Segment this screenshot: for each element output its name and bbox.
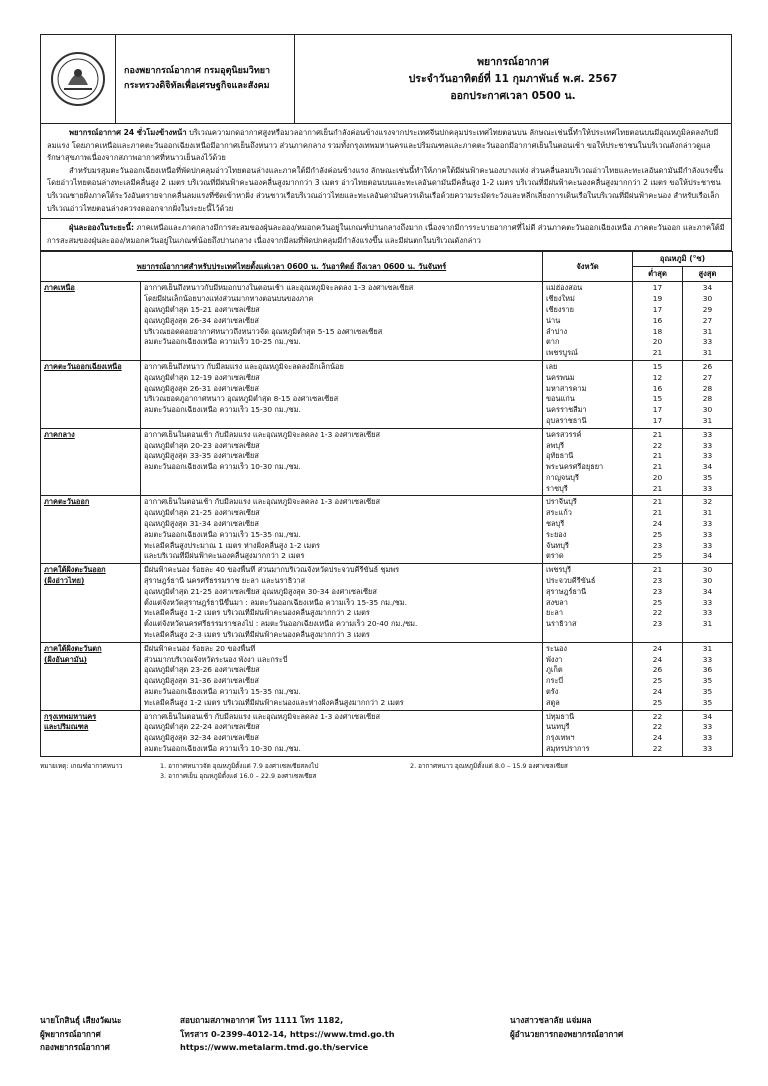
forecast-line: สุราษฎร์ธานี นครศรีธรรมราช ยะลา และนราธิวาส xyxy=(144,576,306,586)
min-temp: 25 xyxy=(652,529,663,539)
province-name: ชลบุรี xyxy=(546,519,565,529)
forecast-line: อุณหภูมิต่ำสุด 23-26 องศาเซลเซียส xyxy=(144,665,260,675)
province-name: สุราษฎร์ธานี xyxy=(546,586,587,596)
province-name: ราชบุรี xyxy=(546,483,568,493)
region-name-cell xyxy=(41,428,141,496)
contact-phone: สอบถามสภาพอากาศ โทร 1111 โทร 1182, xyxy=(180,1015,344,1025)
forecaster-name: นายโกสินธุ์ เสียงวัฒนะ xyxy=(40,1015,122,1025)
min-temp-cell xyxy=(633,564,683,643)
min-temp: 17 xyxy=(652,405,663,415)
province-name: อุทัยธานี xyxy=(546,451,574,461)
min-temp: 23 xyxy=(652,576,663,586)
min-temp-header: ต่ำสุด xyxy=(633,267,683,282)
max-temp: 33 xyxy=(702,483,713,493)
province-name: นนทบุรี xyxy=(546,722,570,732)
min-temp: 22 xyxy=(652,608,663,618)
director-title: ผู้อำนวยการกองพยากรณ์อากาศ xyxy=(510,1028,624,1039)
min-temp: 22 xyxy=(652,722,663,732)
min-temp: 20 xyxy=(652,337,663,347)
max-temp: 33 xyxy=(702,540,713,550)
region-forecast-cell xyxy=(141,496,543,564)
dust-para xyxy=(47,222,725,247)
province-name: นครราชสีมา xyxy=(546,405,587,415)
forecast-line: อากาศเย็นในตอนเช้า กับมีลมแรง และอุณหภูมิจะลดลง 1-3 องศาเซลเซียส xyxy=(144,429,380,439)
province-name: นครพนม xyxy=(546,372,575,382)
tmd-logo xyxy=(41,35,116,123)
province-name: ตาก xyxy=(546,337,560,347)
forecaster-title: ผู้พยากรณ์อากาศ xyxy=(40,1028,101,1039)
max-temp: 35 xyxy=(702,472,713,482)
director-block xyxy=(510,1014,623,1055)
province-name: ประจวบคีรีขันธ์ xyxy=(546,576,596,586)
max-temp: 31 xyxy=(702,643,713,653)
min-temp: 25 xyxy=(652,551,663,561)
region-name: ภาคใต้ฝั่งตะวันตก xyxy=(44,643,102,653)
max-temp: 34 xyxy=(702,462,713,472)
region-forecast-cell xyxy=(141,710,543,756)
max-temp: 33 xyxy=(702,440,713,450)
max-temp: 29 xyxy=(702,304,713,314)
min-temp: 15 xyxy=(652,394,663,404)
summary-para-2: สำหรับมรสุมตะวันออกเฉียงเหนือที่พัดปกคลุมอ่าวไทยตอนล่างและภาคใต้มีกำลังค่อนข้างแรง ลักษณะเช่นนี้ทำให้ภาคใต้มีฝนฟ้าคะนองบางแห่ง ส่วนคลื่นลมบริเวณอ่าวไทยและทะเลอันดามันมีกำลังแรงขึ้น โดยอ่าวไทยตอนล่างทะเลมีคลื่นสูง 2 เมตร บริเวณที่มีฝนฟ้าคะนองคลื่นสูงมากกว่า 3 เมตร อ่าวไทยตอนบนและทะเลอันดามันมีคลื่นสูง 1-2 เมตร บริเวณที่มีฝนฟ้าคะนองคลื่นสูงมากกว่า 2 เมตร ขอให้ประชาชนบริเวณชายฝั่งภาคใต้ระวังอันตรายจากคลื่นลมแรงที่ซัดเข้าหาฝั่ง ส่วนชาวเรือบริเวณอ่าวไทยและทะเลอันดามันควรเดินเรือด้วยความระมัดระวังและหลีกเลี่ยงการเดินเรือในบริเวณที่มีฝนฟ้าคะนอง สำหรับเรือเล็กบริเวณอ่าวไทยตอนล่างควรงดออกจากฝั่งในระยะนี้ไว้ด้วย xyxy=(47,165,724,213)
forecast-line: อุณหภูมิสูงสุด 26-31 องศาเซลเซียส xyxy=(144,383,259,393)
min-temp: 22 xyxy=(652,711,663,721)
forecast-line: ลมตะวันออกเฉียงเหนือ ความเร็ว 10-25 กม./ชม. xyxy=(144,337,301,347)
max-temp: 33 xyxy=(702,733,713,743)
forecast-line: อุณหภูมิสูงสุด 31-36 องศาเซลเซียส xyxy=(144,676,259,686)
forecast-line: อุณหภูมิสูงสุด 33-35 องศาเซลเซียส xyxy=(144,451,259,461)
province-name: อุบลราชธานี xyxy=(546,415,587,425)
forecast-line: อุณหภูมิสูงสุด 32-34 องศาเซลเซียส xyxy=(144,733,259,743)
max-temp: 33 xyxy=(702,597,713,607)
forecast-line: อุณหภูมิต่ำสุด 21-25 องศาเซลเซียส xyxy=(144,508,260,518)
org-line-2: กระทรวงดิจิทัลเพื่อเศรษฐกิจและสังคม xyxy=(124,81,270,91)
min-temp: 25 xyxy=(652,676,663,686)
region-name: ภาคกลาง xyxy=(44,429,75,439)
max-temp: 33 xyxy=(702,451,713,461)
forecast-line: บริเวณยอดดอยอากาศหนาวถึงหนาวจัด อุณหภูมิต่ำสุด 5-15 องศาเซลเซียส xyxy=(144,326,383,336)
forecast-line: ลมตะวันออกเฉียงเหนือ ความเร็ว 15-30 กม./ชม. xyxy=(144,405,301,415)
forecast-line: ลมตะวันออกเฉียงเหนือ ความเร็ว 15-35 กม./ชม. xyxy=(144,529,301,539)
forecast-line: ทะเลมีคลื่นสูงประมาณ 1 เมตร ห่างฝั่งคลื่นสูง 1-2 เมตร xyxy=(144,540,320,550)
temperature-header: อุณหภูมิ (°ซ) xyxy=(633,252,733,267)
regions-body xyxy=(41,282,733,756)
min-temp: 23 xyxy=(652,619,663,629)
forecast-line: อุณหภูมิต่ำสุด 22-24 องศาเซลเซียส xyxy=(144,722,260,732)
region-forecast-cell xyxy=(141,282,543,361)
max-temp: 33 xyxy=(702,519,713,529)
province-cell xyxy=(543,642,633,710)
max-temp: 33 xyxy=(702,744,713,754)
forecast-line: อุณหภูมิสูงสุด 31-34 องศาเซลเซียส xyxy=(144,519,259,529)
document-title: พยากรณ์อากาศ xyxy=(477,55,549,68)
region-forecast-cell xyxy=(141,564,543,643)
region-name: ภาคเหนือ xyxy=(44,283,75,293)
note-2: 2. อากาศหนาว อุณหภูมิตั้งแต่ 8.0 – 15.9 องศาเซลเซียส xyxy=(410,761,568,770)
min-temp: 17 xyxy=(652,283,663,293)
max-temp-cell xyxy=(683,360,733,428)
province-name: สตูล xyxy=(546,697,560,707)
min-temp: 17 xyxy=(652,415,663,425)
province-name: เพชรบูรณ์ xyxy=(546,348,578,358)
province-cell xyxy=(543,564,633,643)
forecast-line: อากาศเย็นในตอนเช้า กับมีลมแรง และอุณหภูมิจะลดลง 1-3 องศาเซลเซียส xyxy=(144,497,380,507)
min-temp: 21 xyxy=(652,508,663,518)
min-temp: 21 xyxy=(652,497,663,507)
province-name: กระบี่ xyxy=(546,676,564,686)
min-temp: 22 xyxy=(652,744,663,754)
max-temp-cell xyxy=(683,428,733,496)
max-temp-cell xyxy=(683,564,733,643)
province-name: ตรัง xyxy=(546,687,559,697)
forecast-line: อุณหภูมิสูงสุด 26-34 องศาเซลเซียส xyxy=(144,315,259,325)
forecast-line: ทะเลมีคลื่นสูง 1-2 เมตร บริเวณที่มีฝนฟ้าคะนองคลื่นสูงมากกว่า 2 เมตร xyxy=(144,608,370,618)
min-temp: 24 xyxy=(652,643,663,653)
max-temp: 27 xyxy=(702,315,713,325)
region-row xyxy=(41,360,733,428)
min-temp: 21 xyxy=(652,451,663,461)
province-name: พระนครศรีอยุธยา xyxy=(546,462,604,472)
table-header-row xyxy=(41,252,733,267)
province-name: เลย xyxy=(546,361,558,371)
province-name: นครสวรรค์ xyxy=(546,429,582,439)
region-name: (ฝั่งอันดามัน) xyxy=(44,654,88,664)
summary-text-1: บริเวณความกดอากาศสูงหรือมวลอากาศเย็นกำลังค่อนข้างแรงจากประเทศจีนปกคลุมประเทศไทยตอนบน ลักษณะเช่นนี้ทำให้ประเทศไทยตอนบนมีอุณหภูมิลดลงกับมีลมแรง โดยภาคเหนือและภาคตะวันออกเฉียงเหนือมีอากาศเย็นถึงหนาว ส่วนภาคกลาง รวมทั้งกรุงเทพมหานครและปริมณฑลและภาคตะวันออกมีอากาศเย็นในตอนเช้า ขอให้ประชาชนในบริเวณดังกล่าวดูแลรักษาสุขภาพเนื่องจากสภาพอากาศที่หนาวเย็นลงไว้ด้วย xyxy=(47,128,719,163)
min-temp: 24 xyxy=(652,733,663,743)
min-temp-cell xyxy=(633,710,683,756)
contact-service-url[interactable]: https://www.metalarm.tmd.go.th/service xyxy=(180,1042,369,1052)
min-temp: 16 xyxy=(652,315,663,325)
max-temp: 34 xyxy=(702,283,713,293)
province-cell xyxy=(543,282,633,361)
notes-col-1 xyxy=(160,761,410,781)
forecaster-dept: กองพยากรณ์อากาศ xyxy=(40,1042,110,1052)
min-temp: 25 xyxy=(652,697,663,707)
forecast-line: โดยมีฝนเล็กน้อยบางแห่งส่วนมากทางตอนบนของภาค xyxy=(144,294,314,304)
max-temp: 27 xyxy=(702,372,713,382)
forecast-line: ลมตะวันออกเฉียงเหนือ ความเร็ว 10-30 กม./ชม. xyxy=(144,462,301,472)
province-name: ลพบุรี xyxy=(546,440,565,450)
province-cell xyxy=(543,496,633,564)
max-temp: 30 xyxy=(702,405,713,415)
region-name: ภาคใต้ฝั่งตะวันออก xyxy=(44,565,106,575)
max-temp: 31 xyxy=(702,348,713,358)
province-name: กรุงเทพฯ xyxy=(546,733,575,743)
dust-text: ภาคเหนือและภาคกลางมีการสะสมของฝุ่นละออง/หมอกควันอยู่ในเกณฑ์ปานกลางถึงมาก เนื่องจากมีการระบายอากาศที่ไม่ดี ส่วนภาคตะวันออกเฉียงเหนือ ภาคตะวันออก และภาคใต้มีการสะสมของฝุ่นละออง/หมอกควันอยู่ในเกณฑ์น้อยถึงปานกลาง เนื่องจากมีลมที่พัดปกคลุมมีกำลังแรงขึ้น และมีฝนตกในบริเวณดังกล่าว xyxy=(47,223,725,245)
max-temp: 33 xyxy=(702,337,713,347)
forecast-line: บริเวณยอดภูอากาศหนาว อุณหภูมิต่ำสุด 8-15 องศาเซลเซียส xyxy=(144,394,339,404)
forecast-line: อุณหภูมิต่ำสุด 20-23 องศาเซลเซียส xyxy=(144,440,260,450)
director-name: นางสาวชลาลัย แจ่มผล xyxy=(510,1015,592,1025)
max-temp-cell xyxy=(683,642,733,710)
min-temp: 24 xyxy=(652,687,663,697)
forecast-line: อากาศเย็นถึงหนาวกับมีหมอกบางในตอนเช้า และอุณหภูมิจะลดลง 1-3 องศาเซลเซียส xyxy=(144,283,414,293)
province-name: ยะลา xyxy=(546,608,563,618)
max-temp: 28 xyxy=(702,394,713,404)
min-temp: 23 xyxy=(652,586,663,596)
max-temp: 35 xyxy=(702,687,713,697)
forecast-line: อุณหภูมิต่ำสุด 21-25 องศาเซลเซียส อุณหภูมิสูงสุด 30-34 องศาเซลเซียส xyxy=(144,586,377,596)
max-temp: 33 xyxy=(702,608,713,618)
min-temp: 18 xyxy=(652,326,663,336)
forecast-line: อากาศเย็นในตอนเช้า กับมีลมแรง และอุณหภูมิจะลดลง 1-3 องศาเซลเซียส xyxy=(144,711,380,721)
max-temp: 33 xyxy=(702,654,713,664)
forecast-line: อุณหภูมิต่ำสุด 12-19 องศาเซลเซียส xyxy=(144,372,260,382)
region-forecast-cell xyxy=(141,428,543,496)
min-temp: 12 xyxy=(652,372,663,382)
max-temp: 26 xyxy=(702,361,713,371)
max-temp: 33 xyxy=(702,529,713,539)
province-name: ลำปาง xyxy=(546,326,568,336)
summary-label: พยากรณ์อากาศ 24 ชั่วโมงข้างหน้า xyxy=(69,128,187,137)
province-name: สระแก้ว xyxy=(546,508,572,518)
region-row xyxy=(41,710,733,756)
dust-section xyxy=(40,219,732,251)
min-temp: 21 xyxy=(652,429,663,439)
max-temp-cell xyxy=(683,496,733,564)
min-temp: 21 xyxy=(652,483,663,493)
max-temp: 30 xyxy=(702,565,713,575)
region-name-cell xyxy=(41,564,141,643)
forecast-line: มีฝนฟ้าคะนอง ร้อยละ 20 ของพื้นที่ xyxy=(144,643,256,653)
max-temp: 31 xyxy=(702,415,713,425)
region-name: กรุงเทพมหานคร xyxy=(44,711,97,721)
region-name-cell xyxy=(41,496,141,564)
province-name: ปทุมธานี xyxy=(546,711,575,721)
max-temp: 28 xyxy=(702,383,713,393)
min-temp-cell xyxy=(633,428,683,496)
min-temp-cell xyxy=(633,360,683,428)
forecast-table xyxy=(40,251,733,756)
max-temp: 30 xyxy=(702,294,713,304)
issue-time: ออกประกาศเวลา 0500 น. xyxy=(450,89,576,102)
province-name: นราธิวาส xyxy=(546,619,577,629)
province-cell xyxy=(543,428,633,496)
max-temp: 35 xyxy=(702,676,713,686)
notes-label: หมายเหตุ: เกณฑ์อากาศหนาว xyxy=(40,761,123,770)
forecast-document xyxy=(40,34,732,781)
max-temp: 34 xyxy=(702,551,713,561)
province-header: จังหวัด xyxy=(543,252,633,282)
province-name: ปราจีนบุรี xyxy=(546,497,577,507)
min-temp: 20 xyxy=(652,472,663,482)
region-name-cell xyxy=(41,642,141,710)
max-temp-cell xyxy=(683,282,733,361)
province-name: น่าน xyxy=(546,315,561,325)
region-name: และปริมณฑล xyxy=(44,722,89,732)
table-heading: พยากรณ์อากาศสำหรับประเทศไทยตั้งแต่เวลา 0600 น. วันอาทิตย์ ถึงเวลา 0600 น. วันจันทร์ xyxy=(41,252,543,282)
max-temp: 31 xyxy=(702,326,713,336)
min-temp: 19 xyxy=(652,294,663,304)
max-temp: 33 xyxy=(702,429,713,439)
document-date: ประจำวันอาทิตย์ที่ 11 กุมภาพันธ์ พ.ศ. 2567 xyxy=(408,72,618,85)
province-name: แม่ฮ่องสอน xyxy=(546,283,583,293)
summary-para-1 xyxy=(47,127,725,165)
region-row xyxy=(41,642,733,710)
region-forecast-cell xyxy=(141,642,543,710)
forecaster-block xyxy=(40,1014,180,1055)
notes xyxy=(40,761,732,781)
min-temp: 25 xyxy=(652,597,663,607)
forecast-line: ลมตะวันออกเฉียงเหนือ ความเร็ว 10-30 กม./ชม. xyxy=(144,744,301,754)
min-temp: 21 xyxy=(652,462,663,472)
min-temp: 24 xyxy=(652,654,663,664)
forecast-line: มีฝนฟ้าคะนอง ร้อยละ 40 ของพื้นที่ ส่วนมากบริเวณจังหวัดประจวบคีรีขันธ์ ชุมพร xyxy=(144,565,400,575)
forecast-line: อุณหภูมิต่ำสุด 15-21 องศาเซลเซียส xyxy=(144,304,260,314)
province-cell xyxy=(543,360,633,428)
region-row xyxy=(41,496,733,564)
min-temp: 24 xyxy=(652,519,663,529)
province-name: ตราด xyxy=(546,551,564,561)
province-name: มหาสารคาม xyxy=(546,383,587,393)
max-temp: 30 xyxy=(702,576,713,586)
min-temp: 23 xyxy=(652,540,663,550)
province-name: พังงา xyxy=(546,654,563,664)
region-row xyxy=(41,428,733,496)
contact-block xyxy=(180,1014,510,1055)
forecast-line: ทะเลมีคลื่นสูง 2-3 เมตร บริเวณที่มีฝนฟ้าคะนองคลื่นสูงมากกว่า 3 เมตร xyxy=(144,630,370,640)
province-cell xyxy=(543,710,633,756)
summary-section xyxy=(40,124,732,219)
region-row xyxy=(41,564,733,643)
region-name-cell xyxy=(41,360,141,428)
province-name: ภูเก็ต xyxy=(546,665,563,675)
region-name: (ฝั่งอ่าวไทย) xyxy=(44,576,85,586)
province-name: เชียงราย xyxy=(546,304,574,314)
forecast-line: และบริเวณที่มีฝนฟ้าคะนองคลื่นสูงมากกว่า 2 เมตร xyxy=(144,551,305,561)
min-temp: 15 xyxy=(652,361,663,371)
province-name: จันทบุรี xyxy=(546,540,569,550)
region-row xyxy=(41,282,733,361)
note-1: 1. อากาศหนาวจัด อุณหภูมิตั้งแต่ 7.9 องศาเซลเซียสลงไป xyxy=(160,761,319,770)
max-temp: 33 xyxy=(702,722,713,732)
min-temp-cell xyxy=(633,496,683,564)
max-temp-header: สูงสุด xyxy=(683,267,733,282)
document-title-block xyxy=(295,35,731,123)
note-3: 3. อากาศเย็น อุณหภูมิตั้งแต่ 16.0 – 22.9 องศาเซลเซียส xyxy=(160,771,317,780)
forecast-line: ตั้งแต่จังหวัดสุราษฎร์ธานีขึ้นมา : ลมตะวันออกเฉียงเหนือ ความเร็ว 15-35 กม./ชม. xyxy=(144,597,408,607)
province-name: ระนอง xyxy=(546,643,568,653)
org-line-1: กองพยากรณ์อากาศ กรมอุตุนิยมวิทยา xyxy=(124,66,271,76)
province-name: ระยอง xyxy=(546,529,567,539)
max-temp: 35 xyxy=(702,697,713,707)
max-temp: 36 xyxy=(702,665,713,675)
dust-label: ฝุ่นละอองในระยะนี้: xyxy=(69,223,135,233)
province-name: สงขลา xyxy=(546,597,568,607)
organization-name xyxy=(116,35,295,123)
forecast-line: ทะเลมีคลื่นสูง 1-2 เมตร บริเวณที่มีฝนฟ้าคะนองและห่างฝั่งคลื่นสูงมากกว่า 2 เมตร xyxy=(144,697,404,707)
min-temp: 22 xyxy=(652,440,663,450)
forecast-line: อากาศเย็นถึงหนาว กับมีลมแรง และอุณหภูมิจะลดลงอีกเล็กน้อย xyxy=(144,361,344,371)
min-temp: 17 xyxy=(652,304,663,314)
region-name: ภาคตะวันออก xyxy=(44,497,90,507)
max-temp: 32 xyxy=(702,497,713,507)
min-temp: 16 xyxy=(652,383,663,393)
region-name-cell xyxy=(41,282,141,361)
max-temp: 31 xyxy=(702,508,713,518)
forecast-line: ลมตะวันออกเฉียงเหนือ ความเร็ว 15-35 กม./ชม. xyxy=(144,687,301,697)
region-forecast-cell xyxy=(141,360,543,428)
min-temp-cell xyxy=(633,282,683,361)
document-header xyxy=(40,34,732,124)
contact-fax-web[interactable]: โทรสาร 0-2399-4012-14, https://www.tmd.go.th xyxy=(180,1028,395,1039)
forecast-line: ส่วนมากบริเวณจังหวัดระนอง พังงา และกระบี่ xyxy=(144,654,288,664)
min-temp: 26 xyxy=(652,665,663,675)
province-name: เพชรบุรี xyxy=(546,565,572,575)
forecast-line: ตั้งแต่จังหวัดนครศรีธรรมราชลงไป : ลมตะวันออกเฉียงเหนือ ความเร็ว 20-40 กม./ชม. xyxy=(144,619,418,629)
min-temp: 21 xyxy=(652,348,663,358)
document-footer xyxy=(40,1014,732,1055)
min-temp: 21 xyxy=(652,565,663,575)
max-temp-cell xyxy=(683,710,733,756)
max-temp: 34 xyxy=(702,711,713,721)
region-name: ภาคตะวันออกเฉียงเหนือ xyxy=(44,361,122,371)
province-name: กาญจนบุรี xyxy=(546,472,579,482)
province-name: เชียงใหม่ xyxy=(546,294,575,304)
max-temp: 31 xyxy=(702,619,713,629)
region-name-cell xyxy=(41,710,141,756)
max-temp: 34 xyxy=(702,586,713,596)
province-name: สมุทรปราการ xyxy=(546,744,590,754)
province-name: ขอนแก่น xyxy=(546,394,575,404)
min-temp-cell xyxy=(633,642,683,710)
